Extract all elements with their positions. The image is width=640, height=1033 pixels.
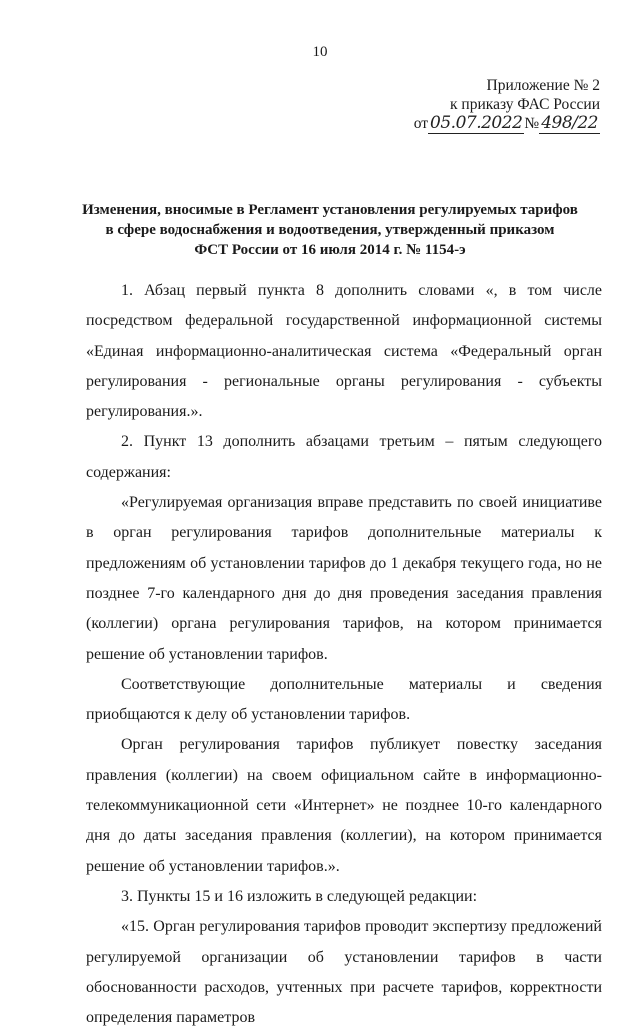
annex-header: [414, 76, 600, 133]
annex-order-ref: к приказу ФАС России: [450, 96, 600, 113]
paragraph-5: Орган регулирования тарифов публикует повестку заседания правления (коллегии) на своем официальном сайте в информационно-телекоммуникационной сети «Интернет» не позднее 10-го календарного дня до даты заседания правления (коллегии), на котором принимается решение об установлении тарифов.».: [86, 736, 602, 875]
title-line-2: в сфере водоснабжения и водоотведения, утвержденный приказом: [105, 222, 555, 238]
from-label: от: [413, 115, 429, 132]
paragraph-6: 3. Пункты 15 и 16 изложить в следующей редакции:: [121, 887, 478, 905]
number-label: №: [524, 115, 540, 132]
title-line-3: ФСТ России от 16 июля 2014 г. № 1154-э: [194, 242, 466, 258]
annex-date-number: [414, 114, 600, 133]
page-number: 10: [312, 44, 328, 60]
paragraph-3: «Регулируемая организация вправе представить по своей инициативе в орган регулирования тарифов дополнительные материалы к предложениям об установлении тарифов до 1 декабря текущего года, но не позднее 7-го календарного дня до дня проведения заседания правления (коллегии) органа регулирования тарифов, на котором принимается решение об установлении тарифов.: [86, 494, 602, 663]
document-body: [86, 276, 602, 1033]
document-title: [70, 200, 590, 260]
paragraph-7: «15. Орган регулирования тарифов проводит экспертизу предложений регулируемой организации об установлении тарифов в части обоснованности расходов, учтенных при расчете тарифов, корректности определения параметров: [86, 918, 602, 1027]
handwritten-date: 05.07.2022: [430, 113, 523, 133]
annex-title: Приложение № 2: [486, 77, 600, 94]
title-line-1: Изменения, вносимые в Регламент установления регулируемых тарифов: [82, 202, 578, 218]
paragraph-1: 1. Абзац первый пункта 8 дополнить словами «, в том числе посредством федеральной государственной информационной системы «Единая информационно-аналитическая система «Федеральный орган регулирования - региональные органы регулирования - субъекты регулирования.».: [86, 282, 602, 421]
paragraph-4: Соответствующие дополнительные материалы и сведения приобщаются к делу об установлении тарифов.: [86, 675, 602, 724]
paragraph-2: 2. Пункт 13 дополнить абзацами третьим – пятым следующего содержания:: [86, 433, 602, 481]
handwritten-number: 498/22: [541, 113, 598, 133]
